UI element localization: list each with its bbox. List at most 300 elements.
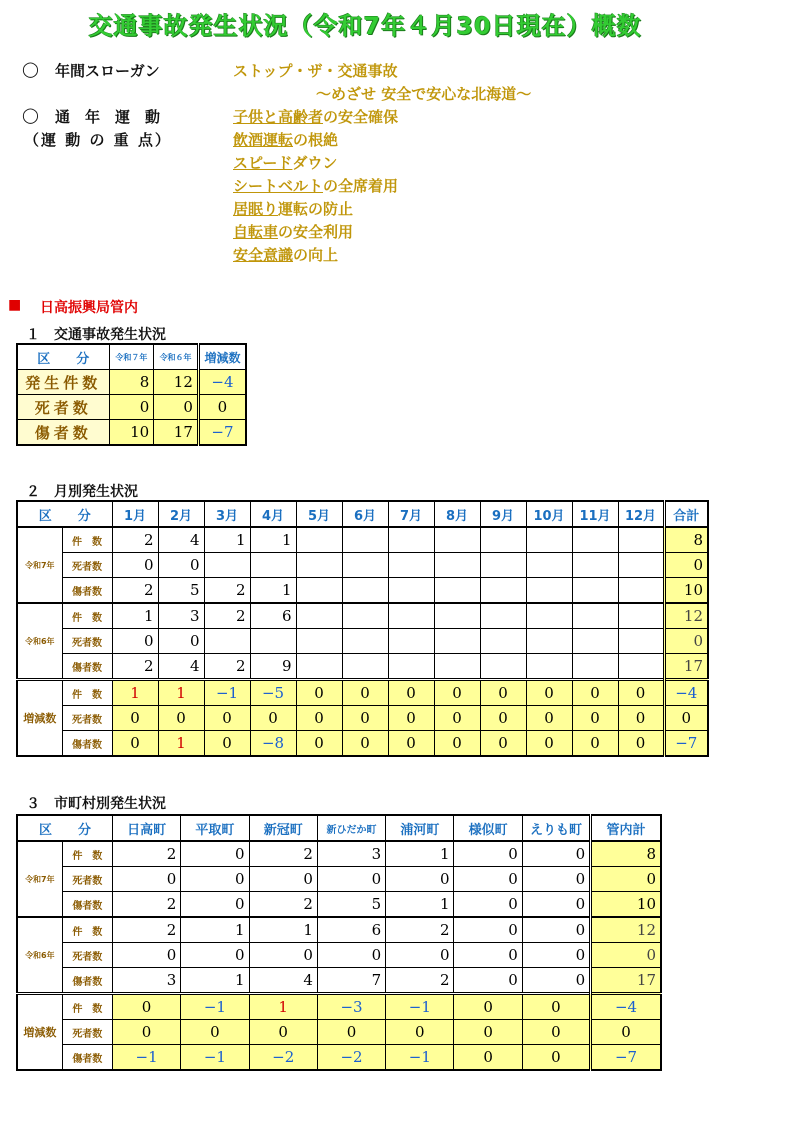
t2-cell bbox=[342, 654, 388, 680]
t3-group-label: 令和7年 bbox=[17, 841, 62, 917]
t3-cell: 0 bbox=[249, 867, 317, 892]
t1-header-r7: 令和７年 bbox=[109, 344, 154, 370]
t3-cell: 1 bbox=[386, 892, 454, 918]
t2-cell bbox=[342, 527, 388, 553]
t2-header-col: 10月 bbox=[526, 501, 572, 527]
t3-cell: 2 bbox=[386, 917, 454, 943]
t3-cell: 0 bbox=[317, 1020, 385, 1045]
t2-cell: 0 bbox=[296, 731, 342, 757]
t2-cell bbox=[618, 654, 664, 680]
t2-cell: 0 bbox=[388, 706, 434, 731]
t2-cell bbox=[480, 578, 526, 604]
t2-cell: 2 bbox=[112, 578, 158, 604]
t3-cell: 2 bbox=[112, 917, 180, 943]
t3-group-label: 増減数 bbox=[17, 994, 62, 1071]
table-row bbox=[17, 943, 661, 968]
t2-cell bbox=[204, 629, 250, 654]
t3-cell: 1 bbox=[249, 917, 317, 943]
t2-cell bbox=[526, 603, 572, 629]
t2-cell: 0 bbox=[112, 706, 158, 731]
t2-total-cell: 12 bbox=[664, 603, 708, 629]
t1-cell-diff: −7 bbox=[198, 420, 246, 446]
t2-cell bbox=[296, 629, 342, 654]
t3-cell: 7 bbox=[317, 968, 385, 994]
slogan-bullet: ◯ bbox=[22, 60, 39, 78]
t2-cell: 0 bbox=[434, 731, 480, 757]
t3-cell: 0 bbox=[386, 1020, 454, 1045]
t2-cell: 0 bbox=[480, 706, 526, 731]
t3-cell: 0 bbox=[181, 867, 249, 892]
t2-cell: 2 bbox=[204, 654, 250, 680]
municipality-table bbox=[16, 814, 662, 1071]
t3-cell: 0 bbox=[522, 968, 590, 994]
t2-cell bbox=[434, 629, 480, 654]
table-row bbox=[17, 892, 661, 918]
t3-cell: −1 bbox=[386, 994, 454, 1020]
t3-cell: 5 bbox=[317, 892, 385, 918]
campaign-label: 通 年 運 動 bbox=[55, 108, 161, 126]
t2-cell: 0 bbox=[526, 706, 572, 731]
t3-cell: 0 bbox=[112, 1020, 180, 1045]
t2-cell bbox=[526, 654, 572, 680]
t2-cell bbox=[434, 578, 480, 604]
t3-row-label: 死者数 bbox=[62, 867, 112, 892]
t2-cell: 0 bbox=[526, 680, 572, 706]
t2-group-label: 令和6年 bbox=[17, 603, 62, 680]
t1-cell-r7: 10 bbox=[109, 420, 154, 446]
t3-cell: 0 bbox=[386, 943, 454, 968]
table3-heading: ３ 市町村別発生状況 bbox=[26, 796, 166, 812]
t2-cell bbox=[618, 527, 664, 553]
t3-cell: 0 bbox=[112, 867, 180, 892]
t3-cell: −1 bbox=[181, 1045, 249, 1071]
slogan-label: 年間スローガン bbox=[55, 62, 160, 80]
t3-header-category: 区 分 bbox=[17, 815, 112, 841]
page-title: 交通事故発生状況（令和7年４月30日現在）概数 bbox=[88, 12, 642, 40]
t3-cell: 0 bbox=[522, 994, 590, 1020]
t3-cell: 0 bbox=[112, 943, 180, 968]
t2-row-label: 死者数 bbox=[62, 553, 112, 578]
t3-cell: 0 bbox=[454, 1045, 522, 1071]
t1-row-label: 発生件数 bbox=[17, 370, 109, 395]
t3-cell: 6 bbox=[317, 917, 385, 943]
t3-header-col: 浦河町 bbox=[386, 815, 454, 841]
t2-cell: 0 bbox=[250, 706, 296, 731]
t2-cell: 0 bbox=[112, 629, 158, 654]
t2-cell: 1 bbox=[158, 680, 204, 706]
campaign-item-rest: の安全利用 bbox=[278, 223, 354, 241]
t3-cell: 1 bbox=[386, 841, 454, 867]
t2-cell: 4 bbox=[158, 527, 204, 553]
t3-header-col: 様似町 bbox=[454, 815, 522, 841]
t2-cell bbox=[480, 527, 526, 553]
t3-cell: 0 bbox=[317, 943, 385, 968]
t3-row-label: 件 数 bbox=[62, 917, 112, 943]
t2-cell bbox=[480, 654, 526, 680]
t3-cell: 2 bbox=[249, 892, 317, 918]
t3-total-cell: −7 bbox=[591, 1045, 661, 1071]
t2-total-cell: −7 bbox=[664, 731, 708, 757]
t1-row-label: 死者数 bbox=[17, 395, 109, 420]
t2-cell bbox=[342, 629, 388, 654]
t2-cell bbox=[434, 527, 480, 553]
t1-header-r6: 令和６年 bbox=[154, 344, 199, 370]
t2-cell bbox=[296, 654, 342, 680]
t3-total-cell: 17 bbox=[591, 968, 661, 994]
t2-cell bbox=[388, 553, 434, 578]
table-row bbox=[17, 968, 661, 994]
t2-row-label: 件 数 bbox=[62, 527, 112, 553]
campaign-item-emphasis: 自転車 bbox=[233, 223, 279, 241]
table-row bbox=[17, 527, 708, 553]
t3-total-cell: −4 bbox=[591, 994, 661, 1020]
t2-cell bbox=[388, 527, 434, 553]
campaign-item-rest: の根絶 bbox=[293, 131, 339, 149]
t2-cell: 0 bbox=[572, 680, 618, 706]
t3-total-cell: 0 bbox=[591, 867, 661, 892]
t2-row-label: 死者数 bbox=[62, 706, 112, 731]
t2-header-total: 合計 bbox=[664, 501, 708, 527]
t2-cell: 2 bbox=[204, 603, 250, 629]
t2-row-label: 傷者数 bbox=[62, 731, 112, 757]
t2-cell bbox=[572, 553, 618, 578]
t2-cell: 0 bbox=[388, 731, 434, 757]
t3-row-label: 傷者数 bbox=[62, 968, 112, 994]
t2-cell bbox=[388, 654, 434, 680]
t3-cell: 1 bbox=[181, 917, 249, 943]
t3-cell: 0 bbox=[181, 841, 249, 867]
t2-cell bbox=[526, 578, 572, 604]
t2-cell: 0 bbox=[296, 680, 342, 706]
t2-cell: 9 bbox=[250, 654, 296, 680]
t2-cell: 0 bbox=[618, 731, 664, 757]
campaign-item-emphasis: 居眠り bbox=[233, 200, 279, 218]
t2-total-cell: 10 bbox=[664, 578, 708, 604]
t2-cell: 1 bbox=[250, 578, 296, 604]
t2-header-col: 4月 bbox=[250, 501, 296, 527]
table-row bbox=[17, 867, 661, 892]
accident-summary-table bbox=[16, 343, 247, 446]
t2-cell bbox=[204, 553, 250, 578]
campaign-item bbox=[233, 129, 398, 152]
t3-cell: 0 bbox=[454, 892, 522, 918]
campaign-item-rest: の向上 bbox=[293, 246, 339, 264]
t3-total-cell: 10 bbox=[591, 892, 661, 918]
table-header-row bbox=[17, 501, 708, 527]
t3-cell: 2 bbox=[112, 892, 180, 918]
t2-cell bbox=[618, 629, 664, 654]
t2-header-col: 8月 bbox=[434, 501, 480, 527]
t2-cell bbox=[526, 553, 572, 578]
t3-cell: 0 bbox=[454, 917, 522, 943]
t2-cell: −8 bbox=[250, 731, 296, 757]
t2-header-col: 2月 bbox=[158, 501, 204, 527]
t3-cell: 0 bbox=[249, 1020, 317, 1045]
t2-cell: 2 bbox=[204, 578, 250, 604]
t2-cell: 0 bbox=[388, 680, 434, 706]
region-marker: ■ bbox=[8, 297, 22, 313]
campaign-item-list bbox=[233, 106, 398, 267]
campaign-sublabel: （運 動 の 重 点） bbox=[24, 131, 172, 149]
t2-cell: 2 bbox=[112, 527, 158, 553]
t2-row-label: 件 数 bbox=[62, 603, 112, 629]
t3-cell: 4 bbox=[249, 968, 317, 994]
t3-cell: 0 bbox=[317, 867, 385, 892]
t3-cell: 3 bbox=[112, 968, 180, 994]
t3-row-label: 件 数 bbox=[62, 841, 112, 867]
table-row bbox=[17, 731, 708, 757]
campaign-bullet: ◯ bbox=[22, 106, 39, 124]
t3-row-label: 件 数 bbox=[62, 994, 112, 1020]
t1-cell-diff: 0 bbox=[198, 395, 246, 420]
campaign-item-emphasis: スピード bbox=[233, 154, 293, 172]
t2-cell bbox=[480, 629, 526, 654]
t2-cell bbox=[250, 553, 296, 578]
table-row bbox=[17, 603, 708, 629]
table1-heading: １ 交通事故発生状況 bbox=[26, 327, 166, 343]
t2-header-col: 5月 bbox=[296, 501, 342, 527]
t2-cell bbox=[434, 553, 480, 578]
slogan-line2: ～めざせ 安全で安心な北海道～ bbox=[316, 85, 532, 103]
t2-total-cell: 8 bbox=[664, 527, 708, 553]
t2-cell bbox=[572, 578, 618, 604]
campaign-item bbox=[233, 221, 398, 244]
t2-cell: 5 bbox=[158, 578, 204, 604]
t3-header-col: 新ひだか町 bbox=[317, 815, 385, 841]
t2-header-col: 3月 bbox=[204, 501, 250, 527]
t2-cell: 0 bbox=[618, 680, 664, 706]
t2-cell: 0 bbox=[158, 706, 204, 731]
t3-cell: 0 bbox=[112, 994, 180, 1020]
t1-cell-r6: 17 bbox=[154, 420, 199, 446]
t2-cell bbox=[572, 527, 618, 553]
t2-header-col: 7月 bbox=[388, 501, 434, 527]
t1-cell-r7: 8 bbox=[109, 370, 154, 395]
t2-cell: 3 bbox=[158, 603, 204, 629]
t2-cell bbox=[296, 578, 342, 604]
t2-cell bbox=[618, 603, 664, 629]
t3-cell: 0 bbox=[522, 917, 590, 943]
t2-cell bbox=[250, 629, 296, 654]
t1-cell-diff: −4 bbox=[198, 370, 246, 395]
t2-cell bbox=[572, 654, 618, 680]
t2-cell: 0 bbox=[480, 680, 526, 706]
t2-cell: 1 bbox=[112, 603, 158, 629]
t3-cell: 1 bbox=[249, 994, 317, 1020]
t2-total-cell: 0 bbox=[664, 629, 708, 654]
t2-cell: 6 bbox=[250, 603, 296, 629]
t3-cell: 0 bbox=[454, 867, 522, 892]
t2-cell: 0 bbox=[434, 706, 480, 731]
t2-header-category: 区 分 bbox=[17, 501, 112, 527]
t2-header-col: 1月 bbox=[112, 501, 158, 527]
t3-row-label: 死者数 bbox=[62, 1020, 112, 1045]
t3-cell: 0 bbox=[181, 1020, 249, 1045]
t3-cell: 0 bbox=[522, 892, 590, 918]
region-name: 日高振興局管内 bbox=[40, 300, 138, 316]
t3-cell: 0 bbox=[522, 867, 590, 892]
table-row bbox=[17, 370, 246, 395]
t2-cell: −5 bbox=[250, 680, 296, 706]
t2-row-label: 死者数 bbox=[62, 629, 112, 654]
table-row bbox=[17, 1020, 661, 1045]
t1-cell-r7: 0 bbox=[109, 395, 154, 420]
campaign-item bbox=[233, 175, 398, 198]
t3-cell: 1 bbox=[181, 968, 249, 994]
t3-cell: 0 bbox=[454, 1020, 522, 1045]
t2-cell bbox=[434, 654, 480, 680]
t3-header-col: えりも町 bbox=[522, 815, 590, 841]
t3-header-col: 新冠町 bbox=[249, 815, 317, 841]
t2-cell: 4 bbox=[158, 654, 204, 680]
t2-cell bbox=[618, 578, 664, 604]
t3-header-col: 平取町 bbox=[181, 815, 249, 841]
t2-cell: 0 bbox=[526, 731, 572, 757]
t3-cell: 0 bbox=[522, 943, 590, 968]
t2-total-cell: −4 bbox=[664, 680, 708, 706]
t2-cell: 1 bbox=[158, 731, 204, 757]
t3-cell: 2 bbox=[386, 968, 454, 994]
t2-cell: 0 bbox=[434, 680, 480, 706]
t2-row-label: 傷者数 bbox=[62, 654, 112, 680]
t3-total-cell: 0 bbox=[591, 1020, 661, 1045]
slogan-line1: ストップ・ザ・交通事故 bbox=[233, 62, 398, 80]
t2-cell: 0 bbox=[480, 731, 526, 757]
table-row bbox=[17, 578, 708, 604]
campaign-item-rest: の全席着用 bbox=[323, 177, 399, 195]
t2-cell: 2 bbox=[112, 654, 158, 680]
t3-row-label: 傷者数 bbox=[62, 892, 112, 918]
t2-cell bbox=[296, 603, 342, 629]
t2-cell: 0 bbox=[618, 706, 664, 731]
table-header-row bbox=[17, 815, 661, 841]
table-row bbox=[17, 553, 708, 578]
t3-cell: 0 bbox=[181, 892, 249, 918]
t3-row-label: 死者数 bbox=[62, 943, 112, 968]
t3-cell: 0 bbox=[386, 867, 454, 892]
t3-cell: 0 bbox=[454, 994, 522, 1020]
t1-cell-r6: 0 bbox=[154, 395, 199, 420]
table-row bbox=[17, 395, 246, 420]
t2-cell bbox=[388, 603, 434, 629]
t3-cell: 0 bbox=[522, 841, 590, 867]
monthly-table bbox=[16, 500, 709, 757]
t3-cell: 0 bbox=[522, 1020, 590, 1045]
t3-cell: −2 bbox=[249, 1045, 317, 1071]
t2-cell: 1 bbox=[250, 527, 296, 553]
t2-cell: 0 bbox=[158, 629, 204, 654]
t3-total-cell: 8 bbox=[591, 841, 661, 867]
t2-cell: −1 bbox=[204, 680, 250, 706]
t2-cell bbox=[618, 553, 664, 578]
campaign-item-rest: ダウン bbox=[292, 154, 338, 172]
table-row bbox=[17, 706, 708, 731]
t3-total-cell: 0 bbox=[591, 943, 661, 968]
t3-cell: 0 bbox=[454, 943, 522, 968]
t2-total-cell: 0 bbox=[664, 553, 708, 578]
campaign-item-rest: 運転の防止 bbox=[278, 200, 354, 218]
t2-header-col: 9月 bbox=[480, 501, 526, 527]
table-row bbox=[17, 841, 661, 867]
t2-cell bbox=[342, 553, 388, 578]
t3-cell: 2 bbox=[112, 841, 180, 867]
t3-row-label: 傷者数 bbox=[62, 1045, 112, 1071]
table-row bbox=[17, 654, 708, 680]
table2-heading: ２ 月別発生状況 bbox=[26, 484, 138, 500]
t2-cell: 0 bbox=[204, 706, 250, 731]
t2-cell: 0 bbox=[342, 680, 388, 706]
t2-cell bbox=[480, 553, 526, 578]
t2-row-label: 件 数 bbox=[62, 680, 112, 706]
t2-header-col: 6月 bbox=[342, 501, 388, 527]
campaign-item bbox=[233, 152, 398, 175]
table-row bbox=[17, 917, 661, 943]
t3-cell: 0 bbox=[454, 968, 522, 994]
t2-header-col: 12月 bbox=[618, 501, 664, 527]
t1-row-label: 傷者数 bbox=[17, 420, 109, 446]
campaign-item-emphasis: 飲酒運転 bbox=[233, 131, 294, 149]
t1-header-category: 区 分 bbox=[17, 344, 109, 370]
campaign-item bbox=[233, 244, 398, 267]
t3-cell: 0 bbox=[249, 943, 317, 968]
t2-cell bbox=[388, 629, 434, 654]
t2-cell: 0 bbox=[112, 731, 158, 757]
campaign-item bbox=[233, 106, 398, 129]
t2-cell bbox=[388, 578, 434, 604]
table-row bbox=[17, 629, 708, 654]
t2-cell bbox=[296, 527, 342, 553]
t2-cell: 0 bbox=[342, 706, 388, 731]
t3-cell: 2 bbox=[249, 841, 317, 867]
t3-cell: −1 bbox=[112, 1045, 180, 1071]
t3-cell: −3 bbox=[317, 994, 385, 1020]
campaign-item-emphasis: 安全意識 bbox=[233, 246, 294, 264]
t2-cell bbox=[526, 527, 572, 553]
t3-cell: −2 bbox=[317, 1045, 385, 1071]
t3-header-total: 管内計 bbox=[591, 815, 661, 841]
t3-group-label: 令和6年 bbox=[17, 917, 62, 994]
t1-cell-r6: 12 bbox=[154, 370, 199, 395]
t2-group-label: 令和7年 bbox=[17, 527, 62, 603]
campaign-item-rest: の安全確保 bbox=[323, 108, 399, 126]
t2-header-col: 11月 bbox=[572, 501, 618, 527]
t2-cell bbox=[342, 603, 388, 629]
table-row bbox=[17, 1045, 661, 1071]
t3-cell: 0 bbox=[522, 1045, 590, 1071]
campaign-item-emphasis: 子供と高齢者 bbox=[233, 108, 324, 126]
campaign-item bbox=[233, 198, 398, 221]
table-row bbox=[17, 680, 708, 706]
t3-cell: 0 bbox=[181, 943, 249, 968]
t3-cell: −1 bbox=[181, 994, 249, 1020]
t3-cell: 3 bbox=[317, 841, 385, 867]
t2-cell bbox=[480, 603, 526, 629]
t2-cell: 0 bbox=[204, 731, 250, 757]
table-row bbox=[17, 994, 661, 1020]
t2-cell bbox=[296, 553, 342, 578]
t3-cell: 0 bbox=[454, 841, 522, 867]
t2-cell bbox=[526, 629, 572, 654]
t2-cell: 1 bbox=[112, 680, 158, 706]
t2-cell: 1 bbox=[204, 527, 250, 553]
t2-cell bbox=[342, 578, 388, 604]
t2-cell: 0 bbox=[296, 706, 342, 731]
t2-cell: 0 bbox=[572, 731, 618, 757]
t2-total-cell: 0 bbox=[664, 706, 708, 731]
t2-cell bbox=[572, 629, 618, 654]
t3-header-col: 日高町 bbox=[112, 815, 180, 841]
t2-cell: 0 bbox=[572, 706, 618, 731]
